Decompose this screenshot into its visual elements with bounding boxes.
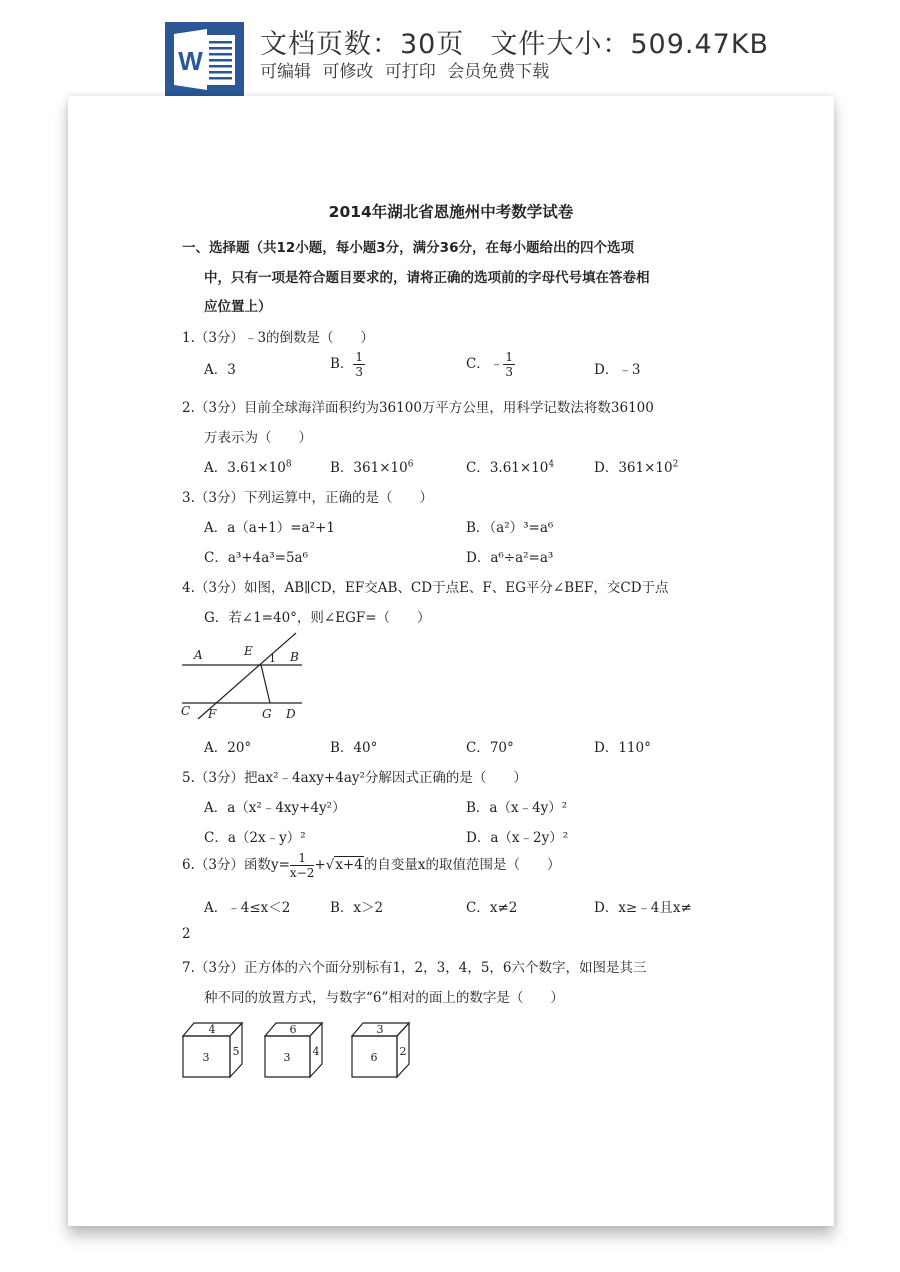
q6-option-d-wrap: 2 (182, 926, 191, 942)
question-2-line2: 万表示为（ ） (204, 430, 312, 446)
q5-option-c: C．a（2x﹣y）² (204, 830, 306, 846)
fraction: $\frac{1}{x-2}$ (289, 851, 315, 880)
question-4-line2: G．若∠1=40°，则∠EGF=（ ） (204, 610, 431, 626)
label-c: C (181, 704, 191, 718)
q6-option-b: B．x＞2 (330, 900, 384, 916)
paper-title: 2014年湖北省恩施州中考数学试卷 (328, 203, 574, 221)
label-g: G (262, 707, 272, 721)
question-7-line1: 7.（3分）正方体的六个面分别标有1，2，3，4，5，6六个数字，如图是其三 (182, 960, 647, 976)
fraction: $\frac{1}{3}$ (355, 350, 364, 379)
cube-1-front-number: 3 (202, 1051, 210, 1064)
header-banner (0, 0, 900, 100)
question-5-stem: 5.（3分）把ax²﹣4axy+4ay²分解因式正确的是（ ） (182, 770, 527, 786)
section-heading-line3: 应位置上） (204, 299, 272, 315)
cube-2-top-number: 6 (289, 1023, 297, 1036)
q5-option-b: B．a（x﹣4y）² (466, 800, 568, 816)
q1-option-b: B． $\frac{1}{3}$ (330, 350, 364, 379)
sqrt-radicand: x+4 (335, 857, 363, 873)
page-count: 文档页数：30页 (260, 29, 465, 60)
q5-option-a: A．a（x²﹣4xy+4y²） (204, 800, 346, 816)
svg-text:W: W (178, 46, 203, 76)
cube-3-front-number: 6 (370, 1051, 378, 1064)
line-eg (261, 665, 270, 703)
sqrt-sign: √ (325, 857, 335, 873)
question-7-line2: 种不同的放置方式，与数字“6”相对的面上的数字是（ ） (204, 990, 564, 1006)
fraction: $\frac{1}{3}$ (505, 350, 513, 379)
cube-3-side-number: 2 (399, 1045, 407, 1058)
cube-3-top-number: 3 (376, 1023, 384, 1036)
question-6-stem: 6.（3分）函数y= $\frac{1}{x-2}$ +√x+4的自变量x的取值范围是（ ） (182, 851, 561, 880)
document-page (68, 96, 834, 1226)
q4-option-d: D．110° (594, 740, 651, 756)
q5-option-d: D．a（x﹣2y）² (466, 830, 569, 846)
q2-option-a: A．$3.61\times 10^8$ (204, 459, 292, 476)
q1-option-a: A．3 (204, 362, 236, 378)
q3-option-c: C．a³+4a³=5a⁶ (204, 550, 309, 566)
q6-option-c: C．x≠2 (466, 900, 518, 916)
label-e: E (244, 644, 253, 658)
file-size: 文件大小：509.47KB (490, 29, 770, 60)
q1-option-c: C．﹣ $\frac{1}{3}$ (466, 350, 513, 379)
question-1-stem: 1.（3分）﹣3的倒数是（ ） (182, 330, 375, 346)
section-heading-line2: 中，只有一项是符合题目要求的，请将正确的选项前的字母代号填在答卷相 (204, 270, 650, 286)
feature-list: 可编辑 可修改 可打印 会员免费下载 (260, 62, 550, 82)
q1-option-d: D．﹣3 (594, 362, 641, 378)
q4-option-a: A．20° (204, 740, 252, 756)
question-2-line1: 2.（3分）目前全球海洋面积约为36100万平方公里，用科学记数法将数36100 (182, 400, 654, 416)
parallel-lines-figure (178, 631, 308, 726)
label-angle-1: 1 (269, 652, 276, 665)
cubes-figure (180, 1014, 420, 1084)
question-4-line1: 4.（3分）如图，AB∥CD，EF交AB、CD于点E、F、EG平分∠BEF，交CD于点 (182, 580, 669, 596)
word-doc-icon (165, 22, 244, 97)
label-b: B (290, 650, 299, 664)
q2-option-d: D．$361\times 10^2$ (594, 459, 679, 476)
q3-option-a: A．a（a+1）=a²+1 (204, 520, 335, 536)
cube-2-side-number: 4 (312, 1045, 320, 1058)
exam-paper (68, 96, 834, 1226)
q3-option-b: B．（a²）³=a⁶ (466, 520, 554, 536)
q4-option-b: B．40° (330, 740, 378, 756)
q6-option-d: D．x≥﹣4且x≠ (594, 900, 692, 916)
cube-2-front-number: 3 (283, 1051, 291, 1064)
q4-option-c: C．70° (466, 740, 514, 756)
q2-option-b: B．$361\times 10^6$ (330, 459, 414, 476)
cube-1-side-number: 5 (232, 1045, 240, 1058)
q2-option-c: C．$3.61\times 10^4$ (466, 459, 555, 476)
q6-option-a: A．﹣4≤x＜2 (204, 900, 291, 916)
question-3-stem: 3.（3分）下列运算中，正确的是（ ） (182, 490, 433, 506)
cube-1-top-number: 4 (208, 1023, 216, 1036)
section-heading-line1: 一、选择题（共12小题，每小题3分，满分36分，在每小题给出的四个选项 (182, 240, 634, 256)
label-a: A (194, 648, 203, 662)
q3-option-d: D．a⁶÷a²=a³ (466, 550, 554, 566)
doc-meta-title (260, 22, 769, 61)
label-d: D (286, 707, 296, 721)
label-f: F (208, 707, 217, 721)
